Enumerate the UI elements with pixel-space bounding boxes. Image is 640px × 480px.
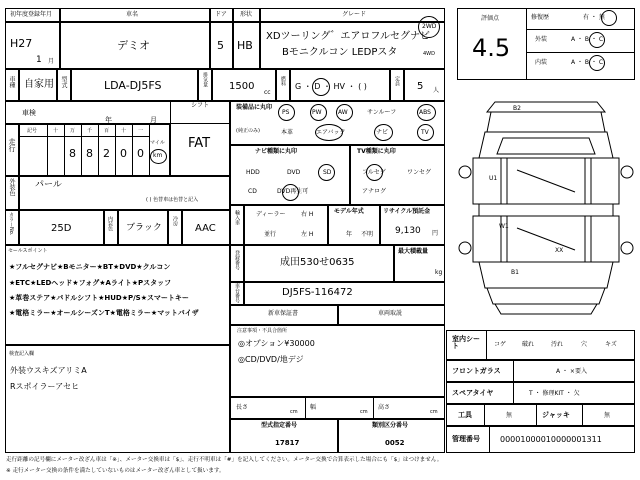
chassis-label: 車台番号 — [234, 283, 240, 303]
fuel-label: 燃料 — [280, 76, 286, 86]
reg-no-label: 登録番号 — [234, 250, 240, 270]
recycle-unit: 円 — [432, 230, 439, 237]
seat-item-2: 汚れ — [551, 341, 564, 348]
mileage-header-line — [19, 136, 149, 137]
model-label: 型式 — [60, 76, 67, 88]
seat-label: 室内シート — [452, 335, 480, 350]
navi-dvd-play: DVD再生可 — [277, 188, 309, 195]
disp-value: 1500 — [229, 81, 255, 92]
footer-line-2: ※ 走行メーター交換の条件を満たしていないものはメーター改ざん車として扱います。 — [6, 468, 225, 474]
interior-label: 内装色 — [107, 216, 113, 231]
interior-value: ブラック — [126, 223, 162, 233]
mileage-unit-km: km — [153, 152, 163, 159]
import-label: 輸入車 — [234, 210, 240, 225]
interior-score-options: A ・ B ・ C — [571, 59, 604, 66]
seat-item-3: 穴 — [581, 341, 588, 348]
digit-header-1: 十 — [53, 128, 59, 134]
digit-header-3: 千 — [87, 128, 93, 134]
repair-options: 有 ・ 無 — [583, 14, 605, 21]
reg-no-value: 成田530せ0635 — [280, 257, 355, 268]
mileage-digit-2: 8 — [69, 147, 76, 160]
guarantee-label: 新車保証書 — [268, 310, 299, 317]
dim-height: 高さ — [378, 404, 391, 411]
cap-label: 定員 — [394, 76, 400, 86]
use-label: 車種 — [8, 76, 15, 88]
class-value: 0052 — [385, 439, 405, 447]
door-label: ドア — [215, 11, 227, 18]
equip-leather: 本革 — [281, 129, 294, 136]
grade-line-1: XDツーリング゛エアロフルセグナビ — [266, 31, 430, 42]
exterior-note: ( ) 色替車は色替と記入 — [146, 197, 199, 203]
color-code-label: カラーNo. — [8, 212, 14, 236]
mileage-digit-4: 2 — [103, 147, 110, 160]
sales-points-label: セールスポイント — [8, 248, 48, 254]
equip-ps: PS — [282, 109, 290, 116]
repair-none-circle — [601, 10, 617, 26]
first-reg-month: 1 — [36, 55, 42, 65]
front-glass-value: A ・ ×要入 — [556, 368, 587, 375]
jack-label: ジャッキ — [542, 411, 570, 419]
digit-header-2: 万 — [70, 128, 76, 134]
grade-label: グレード — [342, 11, 367, 18]
seat-item-1: 破れ — [522, 341, 535, 348]
spare-tire-label: スペアタイヤ — [452, 389, 494, 397]
navi-label: ナビ種類に丸印 — [255, 148, 298, 155]
model-year-year: 年 — [346, 231, 353, 238]
seat-item-4: キズ — [605, 341, 617, 348]
sales-line-4: ★電格ミラー★オールシーズンT★電格ミラー★マットバイザ — [9, 309, 199, 317]
diagram-label-b2: B2 — [513, 105, 521, 112]
month-unit: 月 — [48, 58, 55, 65]
class-label: 類別区分番号 — [372, 422, 409, 429]
mileage-digit-3: 8 — [86, 147, 93, 160]
navi-hdd: HDD — [246, 169, 260, 176]
navi-dvd: DVD — [287, 169, 301, 176]
equipment-sub: (純正のみ) — [236, 128, 260, 134]
repair-label: 修復歴 — [531, 14, 550, 21]
dim-width-unit: cm — [360, 409, 368, 415]
import-left: 左 H — [301, 231, 314, 238]
interior-score-label: 内装 — [535, 59, 548, 66]
chassis-value: DJ5FS-116472 — [282, 287, 353, 298]
model-year-unknown: 不明 — [361, 231, 374, 238]
inspector-box — [5, 345, 230, 453]
equip-abs: ABS — [419, 109, 431, 116]
mileage-digit-5: 0 — [120, 147, 127, 160]
notes-label: 注意事項・不具合箇所 — [237, 328, 288, 334]
exterior-score-options: A ・ B ・ C — [571, 36, 604, 43]
equip-sunroof: サンルーフ — [367, 109, 397, 116]
import-parallel: 並行 — [264, 231, 277, 238]
type-cert-value: 17817 — [275, 439, 300, 447]
import-dealer: ディーラー — [256, 211, 286, 218]
equip-navi: ナビ — [376, 129, 389, 136]
tools-value: 無 — [506, 412, 513, 419]
cap-cell — [404, 69, 445, 101]
model-value: LDA-DJ5FS — [104, 79, 162, 92]
equipment-label: 装備品に丸印 — [236, 104, 273, 111]
tools-label: 工具 — [458, 411, 472, 419]
car-name-value: デミオ — [117, 39, 150, 52]
shift-label: シフト — [191, 102, 210, 109]
mileage-grid — [19, 124, 170, 176]
inspection-year: 年 — [105, 116, 112, 124]
inspector-line-1: 外装ウスキズアリミA — [10, 366, 87, 375]
front-glass-label: フロントガラス — [452, 367, 501, 375]
dim-height-unit: cm — [430, 409, 438, 415]
dim-length-unit: cm — [290, 409, 298, 415]
exterior-b-circle — [589, 32, 605, 48]
disp-label: 排気量 — [202, 72, 208, 87]
equip-pw: PW — [312, 109, 322, 116]
score-label: 評価点 — [481, 15, 500, 22]
fwd-label: 4WD — [423, 51, 435, 57]
max-load-unit: kg — [435, 269, 443, 276]
interior-b-circle — [589, 55, 605, 71]
import-right: 右 H — [301, 211, 314, 218]
diagram-label-u1: U1 — [489, 175, 498, 182]
diagram-label-w1: W1 — [499, 223, 509, 230]
cap-unit: 人 — [433, 87, 440, 94]
score-value: 4.5 — [472, 34, 511, 62]
tv-oneseg: ワンセグ — [407, 169, 432, 176]
tv-analog: アナログ — [362, 188, 387, 195]
mileage-digit-6: 0 — [137, 147, 144, 160]
digit-header-5: 十 — [121, 128, 127, 134]
ac-value: AAC — [195, 223, 216, 234]
inspector-label: 検査記入欄 — [9, 351, 35, 357]
ac-label: 冷房 — [172, 216, 178, 226]
equip-tv: TV — [421, 129, 429, 136]
sales-line-2: ★ETC★LEDヘッド★フォグ★Aライト★Pスタッフ — [9, 279, 172, 287]
twd-label: 2WD — [422, 23, 437, 30]
seat-item-0: コゲ — [494, 341, 507, 348]
exterior-color: パール — [35, 180, 62, 190]
diagram-label-xx: XX — [555, 247, 564, 254]
door-value: 5 — [217, 39, 224, 52]
recycle-value: 9,130 — [395, 226, 421, 236]
tv-label: TV種類に丸印 — [357, 148, 396, 155]
dim-width: 幅 — [310, 404, 317, 411]
dim-length: 長さ — [236, 404, 249, 411]
first-reg-value: H27 — [10, 37, 33, 50]
inspector-line-2: Rスポイラーアセヒ — [10, 382, 80, 391]
management-value: 00001000010000001311 — [500, 435, 602, 444]
notes-line-2: ◎CD/DVD/地デジ — [238, 355, 304, 364]
digit-header-6: 一 — [138, 128, 144, 134]
inspection-label: 車検 — [22, 109, 36, 117]
type-cert-label: 型式指定番号 — [261, 422, 298, 429]
tv-fullseg: フルセグ — [362, 169, 386, 176]
recycle-label: リサイクル預託金 — [383, 208, 431, 215]
first-reg-label: 初年度登録年月 — [10, 11, 53, 18]
dimensions-row — [230, 397, 445, 419]
shift-value: FAT — [188, 136, 211, 151]
navi-sd: SD — [323, 169, 332, 176]
use-value: 自家用 — [24, 79, 54, 90]
spare-tire-value: T ・ 修理KIT ・ 欠 — [529, 390, 580, 397]
shape-label: 形状 — [240, 11, 253, 18]
cap-value: 5 — [417, 81, 424, 92]
model-year-label: モデル年式 — [334, 208, 364, 215]
grade-line-2: Bモニクルコン LEDPスタ — [282, 47, 398, 58]
management-label: 管理番号 — [452, 435, 480, 443]
color-code-value: 25D — [51, 223, 72, 234]
sales-line-3: ★革巻ステア★パドルシフト★HUD★P/S★スマートキー — [9, 294, 189, 302]
shape-value: HB — [237, 39, 253, 52]
sales-line-1: ★フルセグナビ★Bモニター★BT★DVD★クルコン — [9, 263, 171, 271]
mileage-unit-mile: マイル — [150, 140, 165, 146]
notes-line-1: ◎オプション¥30000 — [238, 339, 315, 348]
car-name-label: 車名 — [126, 11, 139, 18]
fuel-options: G ・ D ・ HV ・ ( ) — [295, 82, 367, 91]
fuel-diesel-circle — [312, 78, 330, 96]
equip-aw: AW — [338, 109, 348, 116]
exterior-score-label: 外装 — [535, 36, 548, 43]
jack-value: 無 — [604, 412, 611, 419]
mileage-label: 走行 — [8, 138, 16, 152]
navi-cd: CD — [248, 188, 257, 195]
exterior-label: 外装色 — [8, 178, 15, 196]
car-diagram — [455, 92, 637, 320]
max-load-label: 最大積載量 — [398, 248, 429, 255]
digit-header-0: 記号 — [27, 128, 38, 134]
footer-line-1: 走行距離の記号欄にメーター改ざん車は「※」、メーター交換車は「$」、走行不明車は「#」を記入してください。メーター交換で合算表示した場合にも「$」はつけません。 — [6, 457, 443, 463]
equip-airbag: エアバック — [316, 129, 346, 136]
diagram-label-b1: B1 — [511, 269, 519, 276]
digit-header-4: 百 — [104, 128, 110, 134]
inspection-month: 月 — [150, 116, 157, 124]
manual-label: 車両取説 — [378, 310, 403, 317]
disp-unit: cc — [264, 89, 271, 96]
